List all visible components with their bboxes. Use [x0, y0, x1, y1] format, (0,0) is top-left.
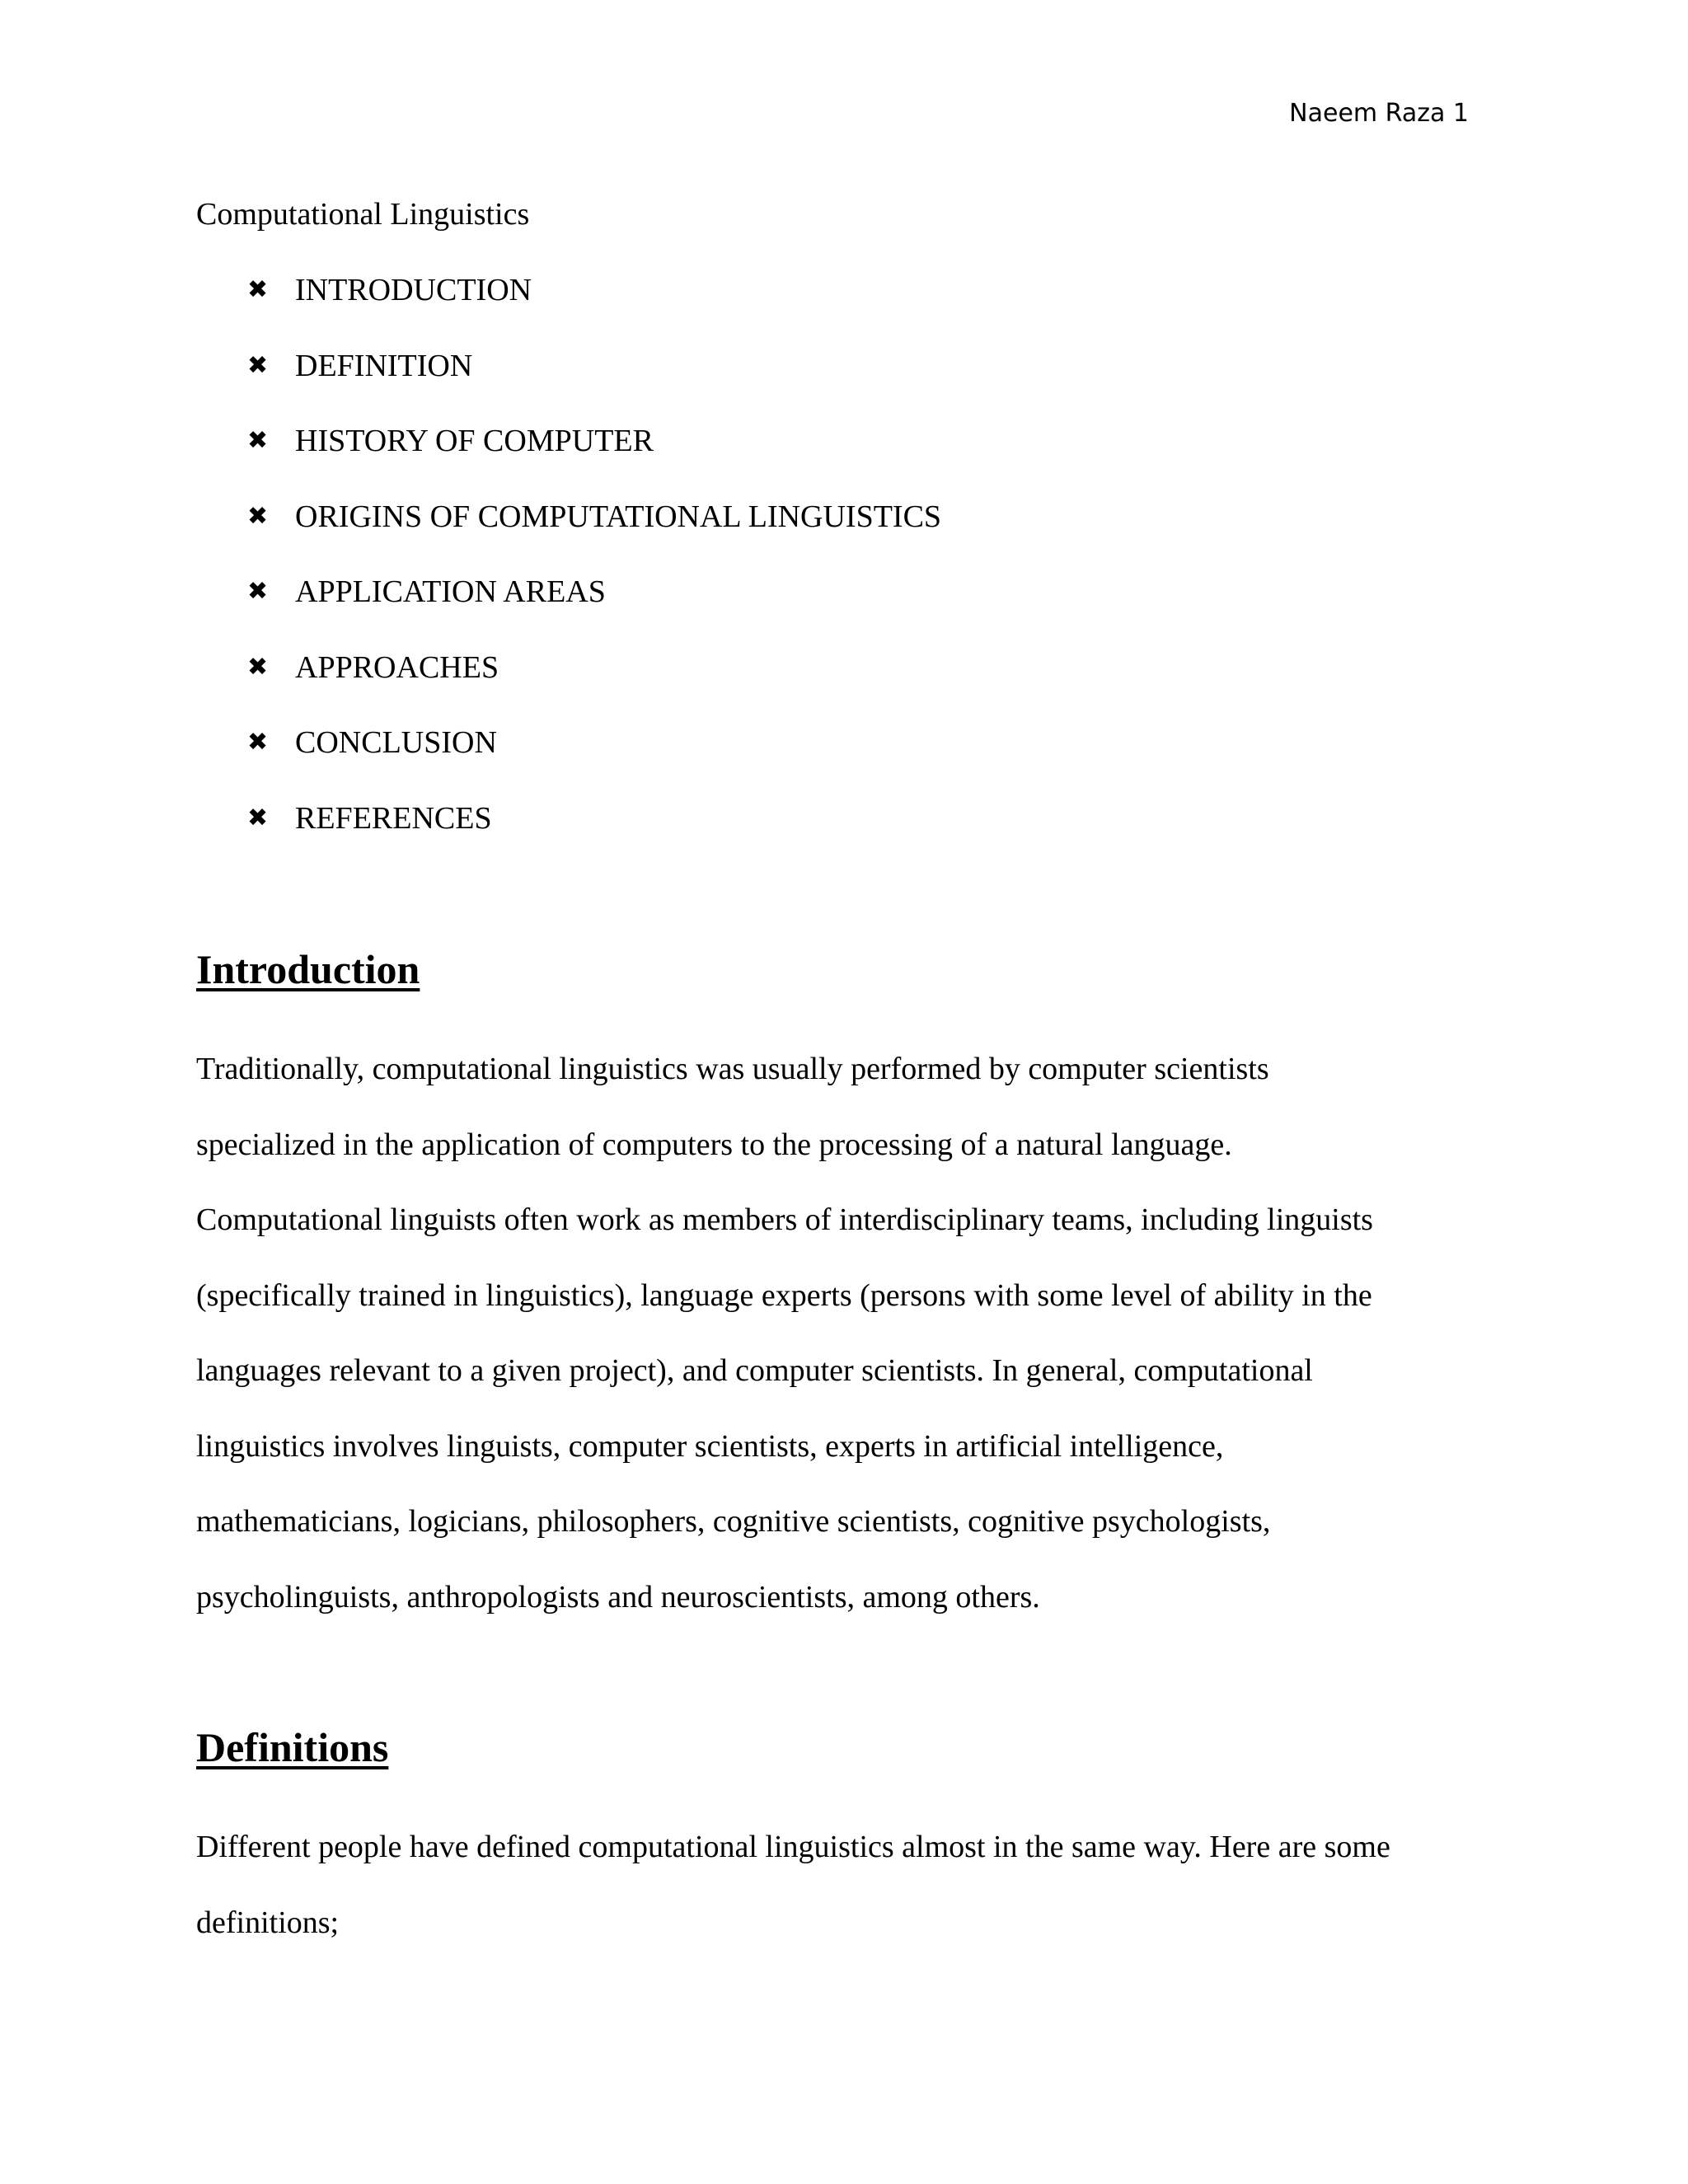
toc-item [247, 346, 941, 422]
toc-item-label: CONCLUSION [295, 725, 497, 760]
paragraph-line: Computational linguists often work as members of interdisciplinary teams, including linguists [196, 1202, 1373, 1237]
toc-item [247, 572, 941, 648]
toc-item [247, 497, 941, 573]
x-mark-icon: ✖ [247, 803, 269, 832]
paragraph-line: specialized in the application of computers to the processing of a natural language. [196, 1127, 1232, 1162]
section-heading-introduction: Introduction [196, 945, 420, 992]
toc-item [247, 270, 941, 346]
toc-item [247, 648, 941, 724]
section-heading-definitions: Definitions [196, 1723, 389, 1770]
paragraph-line: definitions; [196, 1905, 340, 1940]
toc-item-label: DEFINITION [295, 348, 473, 383]
toc-item [247, 723, 941, 799]
paragraph-line: languages relevant to a given project), and computer scientists. In general, computational [196, 1353, 1313, 1388]
x-mark-icon: ✖ [247, 577, 269, 606]
x-mark-icon: ✖ [247, 426, 269, 455]
introduction-paragraph [196, 1032, 1482, 1635]
toc-item [247, 799, 941, 874]
toc-item-label: INTRODUCTION [295, 273, 532, 307]
document-title: Computational Linguistics [196, 197, 530, 232]
x-mark-icon: ✖ [247, 728, 269, 757]
x-mark-icon: ✖ [247, 275, 269, 304]
table-of-contents [247, 270, 941, 874]
paragraph-line: psycholinguists, anthropologists and neuroscientists, among others. [196, 1579, 1040, 1615]
x-mark-icon: ✖ [247, 501, 269, 531]
running-head-text: Naeem Raza 1 [1289, 99, 1469, 128]
running-header [1289, 99, 1469, 129]
definitions-paragraph [196, 1810, 1482, 1961]
paragraph-line: Different people have defined computational linguistics almost in the same way. Here are some [196, 1830, 1390, 1864]
toc-item-label: HISTORY OF COMPUTER [295, 424, 654, 458]
toc-item-label: APPLICATION AREAS [295, 574, 606, 609]
toc-item [247, 421, 941, 497]
x-mark-icon: ✖ [247, 350, 269, 380]
x-mark-icon: ✖ [247, 652, 269, 682]
paragraph-line: Traditionally, computational linguistics was usually performed by computer scientists [196, 1052, 1269, 1086]
toc-item-label: APPROACHES [295, 649, 499, 685]
paragraph-line: (specifically trained in linguistics), language experts (persons with some level of ability in the [196, 1277, 1372, 1313]
toc-item-label: REFERENCES [295, 800, 492, 836]
toc-item-label: ORIGINS OF COMPUTATIONAL LINGUISTICS [295, 499, 942, 534]
paragraph-line: linguistics involves linguists, computer scientists, experts in artificial intelligence, [196, 1428, 1224, 1464]
paragraph-line: mathematicians, logicians, philosophers, cognitive scientists, cognitive psychologists, [196, 1504, 1271, 1539]
